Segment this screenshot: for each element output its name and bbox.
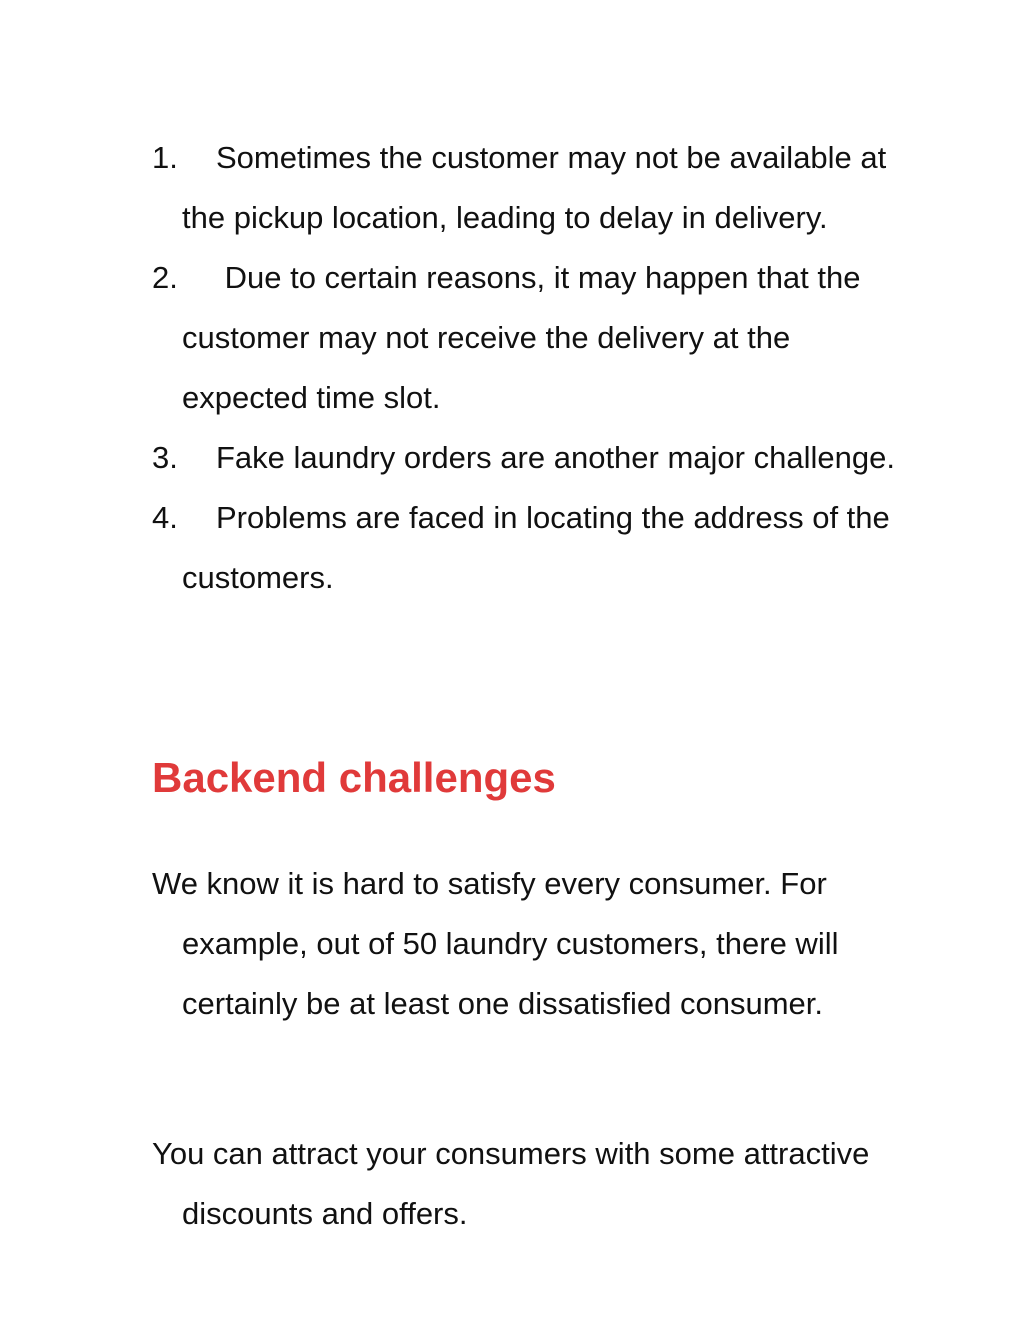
list-item-text: Fake laundry orders are another major challenge. [216, 440, 895, 475]
section-heading: Backend challenges [152, 754, 556, 801]
list-item-number: 1. [152, 140, 178, 175]
list-item [152, 128, 912, 248]
list-item-number: 3. [152, 440, 178, 475]
list-item-text: Problems are faced in locating the address of the customers. [182, 500, 890, 595]
challenges-list [152, 128, 912, 608]
list-item-number: 2. [152, 260, 178, 295]
list-item [152, 248, 912, 428]
list-item-text: Sometimes the customer may not be available at the pickup location, leading to delay in delivery. [182, 140, 887, 235]
list-item [152, 428, 912, 488]
list-item [152, 488, 912, 608]
body-paragraph: You can attract your consumers with some attractive discounts and offers. [152, 1136, 870, 1231]
list-item-text: Due to certain reasons, it may happen that the customer may not receive the delivery at the expected time slot. [182, 260, 861, 415]
body-paragraph: We know it is hard to satisfy every consumer. For example, out of 50 laundry customers, there will certainly be at least one dissatisfied consumer. [152, 866, 839, 1021]
list-item-number: 4. [152, 500, 178, 535]
